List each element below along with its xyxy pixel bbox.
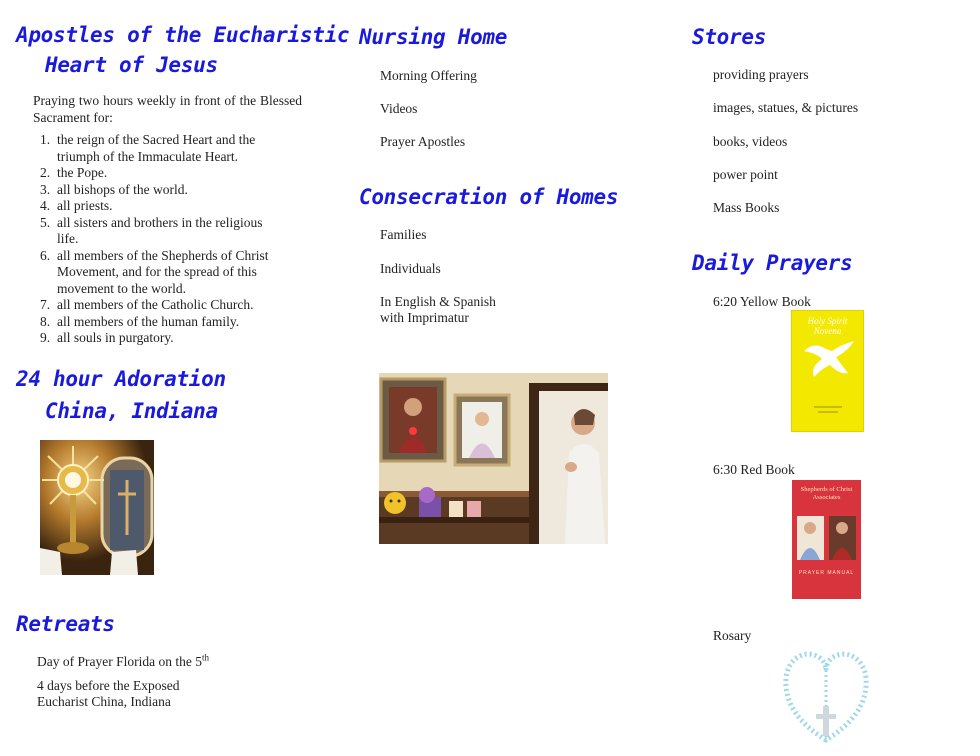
language-line1: In English & Spanish (380, 294, 496, 309)
red-book-title: Shepherds of Christ Associates (800, 486, 853, 501)
consecration-item: Individuals (380, 261, 441, 276)
stores-item: images, statues, & pictures (713, 100, 859, 115)
prayer-yellow-book: 6:20 Yellow Book (713, 294, 811, 309)
list-item: 8. all members of the human family. (40, 313, 240, 329)
heading-retreats: Retreats (16, 612, 115, 636)
heading-apostles-line2: Heart of Jesus (45, 53, 218, 77)
rosary-image (780, 644, 872, 756)
nursing-item: Morning Offering (380, 68, 477, 83)
heading-apostles: Apostles of the Eucharistic (16, 23, 350, 47)
list-item: 6. all members of the Shepherds of Christ Movement, and for the spread of this movement to the world. (40, 247, 269, 296)
list-item: 9. all souls in purgatory. (40, 330, 174, 345)
heading-consecration: Consecration of Homes (359, 185, 619, 209)
heading-adoration: 24 hour Adoration (16, 367, 226, 391)
list-item: 3. all bishops of the world. (40, 181, 188, 197)
consecration-item: Families (380, 227, 427, 242)
nursing-item: Videos (380, 101, 418, 116)
stores-item: books, videos (713, 134, 788, 149)
dove-icon (792, 311, 863, 431)
intentions-list (33, 132, 323, 347)
list-item: 5. all sisters and brothers in the religious life. (40, 214, 263, 246)
yellow-book-title: Holy Spirit Novena (807, 316, 848, 336)
red-book-subtitle: PRAYER MANUAL (798, 570, 855, 576)
home-consecration-photo (379, 373, 608, 544)
list-item: 2. the Pope. (40, 165, 108, 180)
red-book-cover (792, 480, 861, 599)
stores-item: Mass Books (713, 200, 780, 215)
heading-adoration-location: China, Indiana (45, 399, 218, 423)
prayer-red-book: 6:30 Red Book (713, 462, 795, 477)
sacred-hearts-image (792, 480, 861, 599)
monstrance-photo (40, 440, 154, 575)
retreat-china-line1: 4 days before the Exposed (37, 678, 180, 693)
stores-item: power point (713, 167, 778, 182)
intro-paragraph: Praying two hours weekly in front of the Blessed Sacrament for: (33, 93, 302, 125)
list-item: 4. all priests. (40, 198, 113, 213)
heading-stores: Stores (692, 25, 767, 49)
nursing-item: Prayer Apostles (380, 134, 466, 149)
list-item: 7. all members of the Catholic Church. (40, 297, 254, 312)
language-line2: with Imprimatur (380, 310, 469, 325)
heading-nursing-home: Nursing Home (359, 25, 508, 49)
heading-daily-prayers: Daily Prayers (692, 251, 853, 275)
stores-item: providing prayers (713, 67, 809, 82)
list-item: 1. the reign of the Sacred Heart and the triumph of the Immaculate Heart. (40, 132, 256, 164)
retreat-china-line2: Eucharist China, Indiana (37, 694, 171, 709)
retreat-florida: Day of Prayer Florida on the 5th (37, 652, 209, 669)
prayer-rosary: Rosary (713, 628, 752, 643)
yellow-book-cover (791, 310, 864, 432)
